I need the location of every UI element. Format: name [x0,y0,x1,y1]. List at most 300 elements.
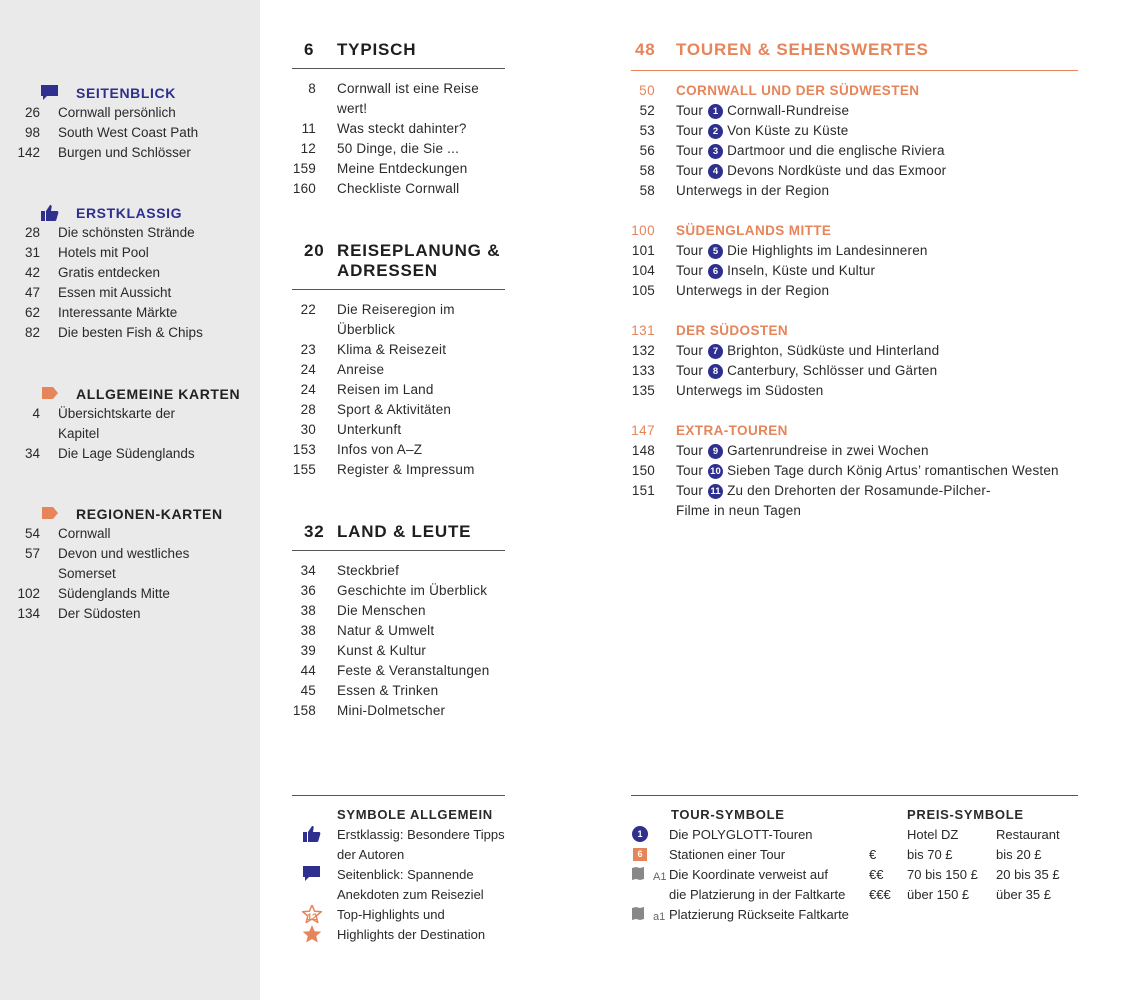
legend-icon-cell [631,885,669,905]
tour-title: Unterwegs im Südosten [676,383,824,398]
page-number: 38 [300,603,316,618]
tour-word: Tour [676,103,704,118]
page-number: 134 [17,606,40,621]
chapter-entry[interactable] [292,300,505,340]
entry-text: Die Reiseregion im Überblick [337,302,455,337]
legend-text: Erstklassig: Besondere Tipps [337,827,505,842]
page-number: 105 [631,283,655,298]
price-restaurant: 20 bis 35 £ [996,867,1060,882]
chapter-entry[interactable] [292,380,505,400]
entry-text: Burgen und Schlösser [58,145,191,160]
sidebar-entry[interactable] [0,283,203,303]
station-number-badge: 6 [633,848,647,861]
entry-text: Der Südosten [58,606,141,621]
page-number: 135 [631,383,655,398]
legend-icon-cell [292,865,337,885]
sidebar-section-title [76,384,240,404]
legend-row [292,905,505,925]
tour-entry[interactable] [631,181,1078,201]
chapter-entry[interactable] [292,701,505,721]
page-number: 31 [24,245,40,260]
tour-entry[interactable] [631,481,1078,521]
map-ref-icon-label: a1 [653,911,666,923]
page-number: 11 [301,121,316,136]
tour-word: Tour [676,363,704,378]
page-number: 98 [24,125,40,140]
page-number: 42 [24,265,40,280]
legend-text: Die Koordinate verweist auf [669,867,828,882]
tour-entry-body [676,461,1059,481]
entry-text: Übersichtskarte der [58,406,176,421]
entry-text: Somerset [58,566,116,581]
legend-general-title: SYMBOLE ALLGEMEIN [337,807,493,822]
price-hotel: Hotel DZ [907,827,959,842]
page-number: 52 [639,103,655,118]
chapter-heading[interactable] [292,241,505,290]
page-number: 148 [631,443,655,458]
entry-text: Mini-Dolmetscher [337,703,446,718]
chapter-block [292,522,505,721]
entry-text: Feste & Veranstaltungen [337,663,490,678]
sidebar-entry[interactable] [0,524,223,544]
chapter-entry[interactable] [292,681,505,701]
chapter-title [337,40,416,60]
star-icon [302,925,322,949]
entry-text: Anreise [337,362,385,377]
price-row [869,845,1078,865]
map-ref-icon [631,905,665,929]
tour-entry-body [676,141,945,161]
page-number: 160 [292,181,316,196]
tour-entry-body [676,181,829,201]
page-number: 24 [300,362,316,377]
chapter-title-line: TYPISCH [337,40,417,59]
legend-icon-cell [631,865,669,885]
tour-number-badge: 7 [708,344,723,359]
region-heading[interactable] [631,81,1078,101]
legend-icon-cell [631,845,669,865]
entry-text: Unterkunft [337,422,402,437]
tours-title: TOUREN & SEHENSWERTES [676,40,929,59]
page-number [0,424,58,444]
legend-prices-title: PREIS-SYMBOLE [907,807,1024,822]
sidebar-entry[interactable] [0,263,203,283]
legend-text: Stationen einer Tour [669,847,786,862]
page-number: 155 [292,462,316,477]
price-restaurant: bis 20 £ [996,847,1042,862]
thumbs-up-icon [40,204,60,227]
region-heading[interactable] [631,221,1078,241]
chapter-title [337,241,500,281]
tour-title: Cornwall-Rundreise [727,103,850,118]
page-number: 158 [292,703,316,718]
chapter-entry[interactable] [292,360,505,380]
chapter-entry[interactable] [292,400,505,420]
tour-entry-body [676,161,946,181]
chapter-entry[interactable] [292,420,505,440]
price-row [869,825,1078,845]
chapter-number: 32 [304,522,325,541]
entry-text: Die Lage Südenglands [58,446,195,461]
page-number: 58 [639,183,655,198]
chapter-title-line: REISEPLANUNG & [337,241,501,260]
region-title: SÜDENGLANDS MITTE [676,223,832,238]
sidebar-entry[interactable] [0,444,240,464]
tour-entry-body [676,261,875,281]
tour-entry[interactable] [631,441,1078,461]
tour-word: Tour [676,123,704,138]
price-hotel: über 150 £ [907,887,970,902]
page-number: 150 [631,463,655,478]
legend-text: Seitenblick: Spannende [337,867,474,882]
sidebar-section [0,384,240,464]
page-number: 58 [639,163,655,178]
page-number: 23 [300,342,316,357]
tour-number-badge: 3 [708,144,723,159]
tour-word: Tour [676,163,704,178]
sidebar-entry[interactable] [0,424,240,444]
tours-heading[interactable] [631,40,1078,71]
chapter-entry[interactable] [292,641,505,661]
chapter-title-line: LAND & LEUTE [337,522,472,541]
legend-row [631,885,869,905]
map-tag-icon [40,505,60,528]
page-number: 56 [639,143,655,158]
entry-text: Interessante Märkte [58,305,178,320]
page-number: 22 [300,302,316,317]
chapter-entry[interactable] [292,601,505,621]
tour-entry[interactable] [631,161,1078,181]
tours-section [631,40,1078,521]
legend-icon-cell [292,825,337,845]
legend-row [292,885,505,905]
chapter-number: 20 [304,241,325,260]
page-number: 24 [300,382,316,397]
tour-number-icon-label: 1 [637,829,643,839]
tour-entry-body [676,441,929,461]
sidebar-entry[interactable] [0,404,240,424]
tour-title-cont: Filme in neun Tagen [676,503,802,518]
chapter-list [292,561,505,721]
price-symbol: €€ [869,867,884,882]
entry-text: Essen & Trinken [337,683,439,698]
region-heading[interactable] [631,421,1078,441]
tour-entry-body [676,361,937,381]
tour-region [631,421,1078,521]
chapter-block [292,241,505,480]
tour-entry-body [676,281,829,301]
entry-text: Checkliste Cornwall [337,181,460,196]
page-number: 30 [300,422,316,437]
tour-entry[interactable] [631,241,1078,261]
legend-icon-cell [631,905,669,925]
page-number: 36 [300,583,316,598]
sidebar-section-title-text: SEITENBLICK [76,85,176,101]
chapter-number: 6 [304,40,315,59]
tour-entry-body [676,121,849,141]
tour-number-badge: 4 [708,164,723,179]
price-restaurant: Restaurant [996,827,1060,842]
legend-row [631,845,869,865]
chapter-entry[interactable] [292,581,505,601]
entry-text: Register & Impressum [337,462,475,477]
entry-text: South West Coast Path [58,125,199,140]
speech-bubble-icon [40,84,60,107]
tour-entry[interactable] [631,281,1078,301]
sidebar-entry[interactable] [0,223,203,243]
tour-word: Tour [676,143,704,158]
tour-entry-body [676,481,991,521]
tour-entry[interactable] [631,361,1078,381]
legend-text: die Platzierung in der Faltkarte [669,887,846,902]
tour-entry[interactable] [631,101,1078,121]
chapter-entry[interactable] [292,621,505,641]
legend-icon-cell [292,905,337,925]
chapter-entry[interactable] [292,561,505,581]
chapter-entry[interactable] [292,661,505,681]
page-number: 12 [300,141,316,156]
tour-title: Gartenrundreise in zwei Wochen [727,443,929,458]
entry-text: Infos von A–Z [337,442,423,457]
page-number: 153 [292,442,316,457]
tour-entry[interactable] [631,121,1078,141]
page-number: 104 [631,263,655,278]
entry-text: Was steckt dahinter? [337,121,467,136]
chapter-heading[interactable] [292,522,505,551]
entry-text: Meine Entdeckungen [337,161,468,176]
page-number [0,564,58,584]
entry-text: Devon und westliches [58,546,190,561]
entry-text: Reisen im Land [337,382,434,397]
entry-text: Die Menschen [337,603,426,618]
region-page-number: 147 [631,423,655,438]
entry-text: Südenglands Mitte [58,586,170,601]
entry-text: Cornwall [58,526,111,541]
price-symbol [869,825,907,845]
tour-entry[interactable] [631,341,1078,361]
region-page-number: 131 [631,323,655,338]
tour-region [631,321,1078,401]
numbered-star-icon-label: 12 [306,912,317,922]
sidebar-section [0,83,198,163]
legend-text: Anekdoten zum Reiseziel [337,887,484,902]
tour-number-badge: 6 [708,264,723,279]
region-heading[interactable] [631,321,1078,341]
tour-word: Tour [676,243,704,258]
tour-number-badge: 9 [708,444,723,459]
page-number: 38 [300,623,316,638]
page-number: 102 [17,586,40,601]
page-number: 54 [24,526,40,541]
entry-text: Steckbrief [337,563,400,578]
entry-text: Klima & Reisezeit [337,342,447,357]
tour-entry-body [676,381,824,401]
tour-title: Devons Nordküste und das Exmoor [727,163,947,178]
entry-text: Kunst & Kultur [337,643,427,658]
region-title: EXTRA-TOUREN [676,423,788,438]
tour-word: Tour [676,463,704,478]
tour-number-badge: 5 [708,244,723,259]
sidebar-entry[interactable] [0,243,203,263]
tour-title: Unterwegs in der Region [676,283,830,298]
page-number: 28 [300,402,316,417]
legend-row [631,865,869,885]
entry-text: Natur & Umwelt [337,623,435,638]
legend-icon-cell [631,825,669,845]
tour-entry-body [676,241,928,261]
legend-general [292,795,505,945]
tour-number-badge: 8 [708,364,723,379]
tour-number-badge: 2 [708,124,723,139]
region-page-number: 50 [639,83,655,98]
region-title: DER SÜDOSTEN [676,323,789,338]
price-symbol: €€€ [869,887,891,902]
tour-title: Inseln, Küste und Kultur [727,263,876,278]
tour-title: Brighton, Südküste und Hinterland [727,343,940,358]
chapter-list [292,79,505,199]
tour-entry-body [676,101,849,121]
price-symbol: € [869,847,877,862]
page-number: 34 [300,563,316,578]
legend-icon-cell [292,845,337,865]
legend-text: Highlights der Destination [337,927,486,942]
legend-tours-prices [631,795,1078,925]
legend-row [292,925,505,945]
chapter-title-line: ADRESSEN [337,261,438,280]
tour-title: Die Highlights im Landesinneren [727,243,928,258]
chapter-list [292,300,505,480]
page-number: 39 [300,643,316,658]
page-number: 133 [631,363,655,378]
tour-title: Dartmoor und die englische Riviera [727,143,945,158]
legend-row [631,905,869,925]
entry-text: Die besten Fish & Chips [58,325,203,340]
tour-number-badge: 11 [708,484,723,499]
legend-icon-cell [292,885,337,905]
chapter-title [337,522,471,542]
sidebar-section-title-text: REGIONEN-KARTEN [76,506,223,522]
tour-entry[interactable] [631,141,1078,161]
page-number: 47 [24,285,40,300]
sidebar-entry[interactable] [0,103,198,123]
tour-title: Unterwegs in der Region [676,183,830,198]
sidebar-entry[interactable] [0,544,223,564]
page-number: 151 [631,483,655,498]
entry-text: Cornwall ist eine Reise wert! [337,81,479,116]
sidebar-section-title [76,203,203,223]
chapter-entry[interactable] [292,340,505,360]
sidebar-section-title-text: ERSTKLASSIG [76,205,183,221]
chapter-entry[interactable] [292,119,505,139]
entry-text: Cornwall persönlich [58,105,176,120]
page-number: 132 [631,343,655,358]
price-row [869,885,1078,905]
entry-text: Hotels mit Pool [58,245,149,260]
map-tag-icon [40,385,60,408]
entry-text: Essen mit Aussicht [58,285,172,300]
region-page-number: 100 [631,223,655,238]
chapter-entry[interactable] [292,159,505,179]
tour-word: Tour [676,343,704,358]
page-number: 142 [17,145,40,160]
tour-title: Sieben Tage durch König Artus’ romantischen Westen [727,463,1059,478]
entry-text: Gratis entdecken [58,265,161,280]
page-number: 8 [308,81,316,96]
tours-number: 48 [635,40,656,59]
legend-icon-cell [292,925,337,945]
tour-entry[interactable] [631,381,1078,401]
legend-row [292,825,505,845]
chapter-heading[interactable] [292,40,505,69]
sidebar-entry[interactable] [0,584,223,604]
legend-text: Top-Highlights und [337,907,445,922]
page-number: 28 [24,225,40,240]
legend-text: Platzierung Rückseite Faltkarte [669,907,849,922]
sidebar-section [0,203,203,343]
tour-title: Zu den Drehorten der Rosamunde-Pilcher- [727,483,991,498]
entry-text: Kapitel [58,426,100,441]
chapter-entry[interactable] [292,79,505,119]
tour-word: Tour [676,483,704,498]
chapter-block [292,40,505,199]
sidebar-entry[interactable] [0,143,198,163]
tour-region [631,81,1078,201]
sidebar-entry[interactable] [0,604,223,624]
tour-title: Von Küste zu Küste [727,123,849,138]
page-number: 53 [639,123,655,138]
tour-entry[interactable] [631,461,1078,481]
page-number: 82 [24,325,40,340]
chapter-entry[interactable] [292,179,505,199]
tour-word: Tour [676,263,704,278]
page-number: 62 [24,305,40,320]
entry-text: Geschichte im Überblick [337,583,488,598]
sidebar-section [0,504,223,624]
tour-number-badge: 1 [708,104,723,119]
sidebar-entry[interactable] [0,564,223,584]
price-hotel: 70 bis 150 £ [907,867,978,882]
chapter-entry[interactable] [292,139,505,159]
legend-row [631,825,869,845]
sidebar-entry[interactable] [0,303,203,323]
page-number: 4 [32,406,40,421]
page-number: 44 [300,663,316,678]
sidebar-entry[interactable] [0,123,198,143]
entry-text: 50 Dinge, die Sie ... [337,141,460,156]
tour-entry[interactable] [631,261,1078,281]
chapter-entry[interactable] [292,460,505,480]
legend-text: Die POLYGLOTT-Touren [669,827,813,842]
sidebar-entry[interactable] [0,323,203,343]
page-number: 57 [24,546,40,561]
tour-number-badge: 10 [708,464,723,479]
sidebar-section-title [76,504,223,524]
entry-text: Die schönsten Strände [58,225,195,240]
tour-title: Canterbury, Schlösser und Gärten [727,363,938,378]
entry-text: Sport & Aktivitäten [337,402,452,417]
price-row [869,865,1078,885]
chapter-entry[interactable] [292,440,505,460]
price-hotel: bis 70 £ [907,847,953,862]
page-number: 159 [292,161,316,176]
page-number: 45 [300,683,316,698]
tour-entry-body [676,341,939,361]
tour-word: Tour [676,443,704,458]
sidebar-section-title-text: ALLGEMEINE KARTEN [76,386,241,402]
sidebar-section-title [76,83,198,103]
legend-tours-title: TOUR-SYMBOLE [671,807,785,822]
page-number: 26 [24,105,40,120]
